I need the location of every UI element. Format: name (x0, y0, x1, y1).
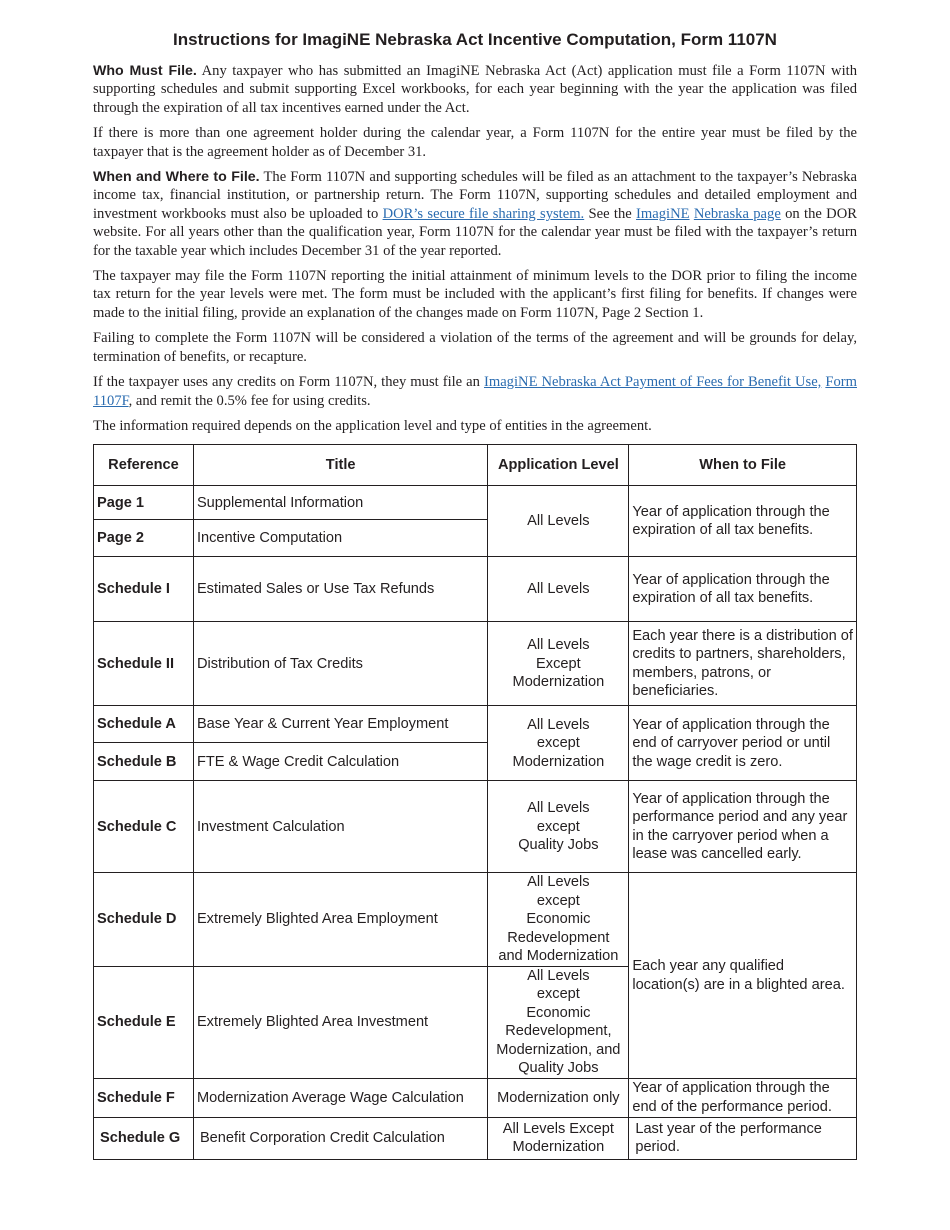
level-line: Modernization (512, 1139, 605, 1156)
row-title: Base Year & Current Year Employment (193, 706, 487, 743)
initial-filing-paragraph: The taxpayer may file the Form 1107N reporting the initial attainment of minimum levels to the DOR prior to filing the income tax return for the year levels were met. The form must be included with the applicant’s first filing for benefits. If changes were made to the initial filing, provide an explanation of the changes made on Form 1107N, Page 2 Section 1. (93, 268, 857, 321)
header-title: Title (193, 445, 487, 486)
schedule-table (93, 444, 857, 1160)
row-application-level (488, 781, 629, 873)
level-line: Modernization, and (496, 1041, 621, 1058)
level-line: Redevelopment (507, 929, 610, 946)
row-reference: Schedule B (94, 743, 194, 781)
row-reference: Schedule A (94, 706, 194, 743)
row-when-to-file: Year of application through the end of carryover period or until the wage credit is zero. (629, 706, 857, 781)
row-title: Estimated Sales or Use Tax Refunds (193, 557, 487, 622)
who-must-file-text: Any taxpayer who has submitted an ImagiNE Nebraska Act (Act) application must file a Form 1107N with supporting schedules and submit supporting Excel workbooks, for each year beginning with the year the application was filed through the expiration of all tax incentives earned under the Act. (93, 63, 857, 116)
level-line: and Modernization (498, 948, 619, 965)
row-title: Extremely Blighted Area Investment (193, 966, 487, 1078)
secure-file-sharing-link[interactable]: DOR’s secure file sharing system. (382, 205, 585, 222)
table-row (94, 706, 857, 743)
imagine-link[interactable]: ImagiNE (636, 205, 690, 222)
row-reference: Schedule F (94, 1078, 194, 1117)
level-line: Quality Jobs (518, 1060, 599, 1077)
level-line: Quality Jobs (518, 837, 599, 854)
row-when-to-file: Each year any qualified location(s) are in a blighted area. (629, 873, 857, 1079)
header-when-to-file: When to File (629, 445, 857, 486)
nebraska-page-link[interactable]: Nebraska page (693, 205, 781, 222)
header-application-level: Application Level (488, 445, 629, 486)
when-where-paragraph (93, 168, 857, 260)
level-line: All Levels (527, 800, 590, 817)
level-line: except (536, 986, 580, 1003)
level-line: except (536, 892, 580, 909)
row-reference: Schedule C (94, 781, 194, 873)
row-reference: Schedule E (94, 966, 194, 1078)
table-row (94, 873, 857, 967)
row-title: Supplemental Information (193, 486, 487, 520)
row-reference: Schedule II (94, 622, 194, 706)
level-line: Modernization (512, 753, 605, 770)
row-title: Modernization Average Wage Calculation (193, 1078, 487, 1117)
row-reference: Schedule I (94, 557, 194, 622)
row-application-level (488, 873, 629, 967)
when-where-text-1: The Form 1107N and supporting schedules will be filed as an attachment to the taxpayer’s Nebraska income tax, financial institution, or partnership return. The Form 1107N, supporting schedules and detailed employment and investment workbooks must also be uploaded to (93, 169, 857, 222)
who-must-file-heading: Who Must File. (93, 63, 197, 79)
row-title: Investment Calculation (193, 781, 487, 873)
row-application-level: All Levels (488, 557, 629, 622)
row-title: Incentive Computation (193, 520, 487, 557)
row-when-to-file: Year of application through the expiration of all tax benefits. (629, 486, 857, 557)
level-line: All Levels (527, 967, 590, 984)
table-row (94, 781, 857, 873)
row-title: Distribution of Tax Credits (193, 622, 487, 706)
level-line: All Levels (527, 637, 590, 654)
level-line: Economic (526, 911, 591, 928)
when-where-text-2: See the (584, 205, 637, 222)
table-row (94, 1078, 857, 1117)
form-1107f-link-line1[interactable]: ImagiNE Nebraska Act Payment of Fees for Benefit Use, (483, 374, 822, 391)
level-line: All Levels Except (502, 1120, 614, 1137)
level-line: All Levels (527, 874, 590, 891)
row-title: Benefit Corporation Credit Calculation (193, 1117, 487, 1159)
info-required-paragraph: The information required depends on the application level and type of entities in the agreement. (93, 417, 652, 434)
row-title: FTE & Wage Credit Calculation (193, 743, 487, 781)
level-line: Economic (526, 1004, 591, 1021)
level-line: Redevelopment, (505, 1023, 612, 1040)
row-application-level (488, 966, 629, 1078)
when-where-text-3: on the DOR website. For all years other than the qualification year, Form 1107N for the calendar year must be filed with the taxpayer’s return for the taxable year which includes December 31 of the year reported. (93, 205, 857, 259)
row-reference: Page 1 (94, 486, 194, 520)
row-application-level (488, 706, 629, 781)
row-reference: Schedule D (94, 873, 194, 967)
instructions-page (93, 30, 857, 1160)
table-header-row (94, 445, 857, 486)
table-row (94, 557, 857, 622)
credits-text-2: , and remit the 0.5% fee for using credits. (128, 392, 371, 409)
level-line: Modernization (512, 674, 605, 691)
row-when-to-file: Last year of the performance period. (629, 1117, 857, 1159)
when-where-heading: When and Where to File. (93, 169, 260, 186)
page-title: Instructions for ImagiNE Nebraska Act Incentive Computation, Form 1107N (173, 30, 777, 49)
row-application-level (488, 1117, 629, 1159)
row-when-to-file: Year of application through the performance period and any year in the carryover period when a lease was cancelled early. (629, 781, 857, 873)
header-reference: Reference (94, 445, 194, 486)
row-application-level (488, 622, 629, 706)
row-when-to-file: Each year there is a distribution of credits to partners, shareholders, members, patrons, or beneficiaries. (629, 622, 857, 706)
agreement-holder-paragraph: If there is more than one agreement holder during the calendar year, a Form 1107N for the entire year must be filed by the taxpayer that is the agreement holder as of December 31. (93, 125, 857, 160)
row-reference: Page 2 (94, 520, 194, 557)
row-when-to-file: Year of application through the expiration of all tax benefits. (629, 557, 857, 622)
level-line: except (536, 735, 580, 752)
table-row (94, 486, 857, 520)
row-application-level: All Levels (488, 486, 629, 557)
level-line: Except (536, 655, 581, 672)
credits-text-1: If the taxpayer uses any credits on Form 1107N, they must file an (93, 374, 484, 391)
row-reference: Schedule G (94, 1117, 194, 1159)
table-row (94, 622, 857, 706)
level-line: except (536, 818, 580, 835)
table-row (94, 1117, 857, 1159)
who-must-file-paragraph (93, 62, 857, 117)
row-when-to-file: Year of application through the end of the performance period. (629, 1078, 857, 1117)
level-line: All Levels (527, 716, 590, 733)
credits-paragraph (93, 373, 857, 410)
failing-paragraph: Failing to complete the Form 1107N will be considered a violation of the terms of the agreement and will be grounds for delay, termination of benefits, or recapture. (93, 330, 857, 365)
row-title: Extremely Blighted Area Employment (193, 873, 487, 967)
row-application-level: Modernization only (488, 1078, 629, 1117)
form-1107f-link-line2[interactable]: Form 1107F (93, 374, 857, 409)
